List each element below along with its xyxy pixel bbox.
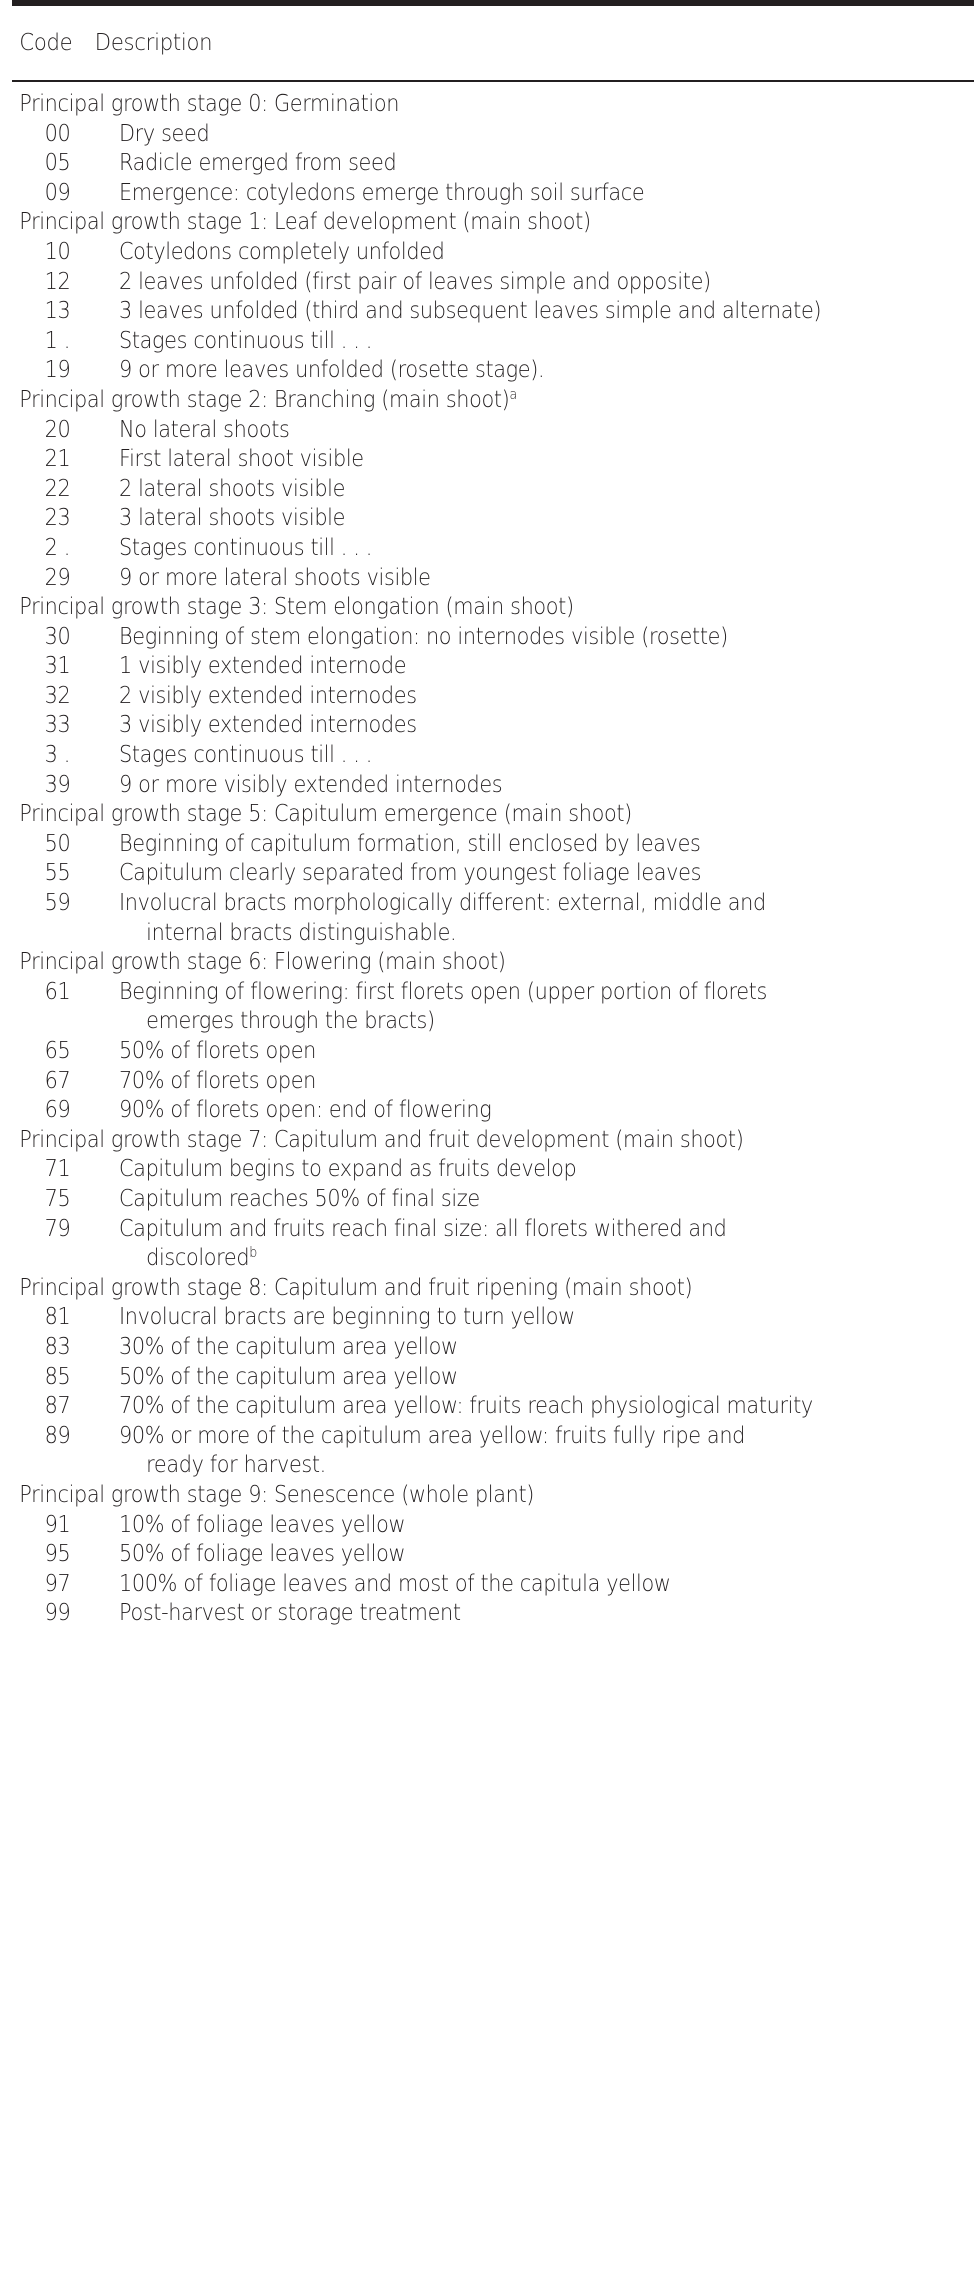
stage-description <box>119 1303 575 1333</box>
table-row <box>12 356 974 386</box>
description-line: 1 visibly extended internode <box>119 653 407 680</box>
table-row <box>12 682 974 712</box>
table-row <box>12 564 974 594</box>
table-row <box>12 1392 974 1422</box>
description-line: Stages continuous till . . . <box>119 327 373 354</box>
table-row <box>12 475 974 505</box>
stage-code: 39 <box>44 771 71 798</box>
table-row <box>12 711 974 741</box>
stage-code: 69 <box>44 1097 71 1124</box>
description-line: 50% of the capitulum area yellow <box>119 1363 458 1390</box>
stage-description <box>119 1067 316 1097</box>
description-line: Beginning of flowering: first florets open (upper portion of florets <box>119 978 767 1005</box>
table-row <box>12 623 974 653</box>
table-row <box>12 1570 974 1600</box>
table-row <box>12 1422 974 1481</box>
description-continuation <box>119 919 766 949</box>
growth-stage-table <box>12 0 974 1629</box>
stage-title: Principal growth stage 6: Flowering (main shoot) <box>19 949 506 976</box>
table-row <box>12 1363 974 1393</box>
table-row <box>12 179 974 209</box>
table-row <box>12 534 974 564</box>
table-row <box>12 504 974 534</box>
stage-code: 19 <box>44 357 71 384</box>
stage-code: 55 <box>44 860 71 887</box>
stage-description <box>119 356 544 386</box>
column-header-code: Code <box>19 30 73 56</box>
stage-code: 67 <box>44 1067 71 1094</box>
stage-description <box>119 149 396 179</box>
stage-title: Principal growth stage 1: Leaf development (main shoot) <box>19 209 591 236</box>
stage-description <box>119 682 417 712</box>
stage-description <box>119 1363 458 1393</box>
stage-description <box>119 534 372 564</box>
stage-description <box>119 297 821 327</box>
stage-description <box>119 475 345 505</box>
stage-description <box>119 564 431 594</box>
stage-code: 23 <box>44 505 71 532</box>
stage-description <box>119 1570 671 1600</box>
table-row <box>12 1096 974 1126</box>
stage-heading <box>12 386 883 416</box>
stage-title: Principal growth stage 9: Senescence (whole plant) <box>19 1481 535 1508</box>
stage-description <box>119 623 728 653</box>
stage-description <box>119 179 644 209</box>
description-line: Beginning of capitulum formation, still enclosed by leaves <box>119 830 701 857</box>
stage-code: 00 <box>44 120 71 147</box>
stage-description <box>119 1511 405 1541</box>
table-row <box>12 1599 974 1629</box>
description-line: Involucral bracts are beginning to turn yellow <box>119 1304 575 1331</box>
table-row <box>12 830 974 860</box>
stage-description <box>119 830 701 860</box>
table-row <box>12 1155 974 1185</box>
stage-description <box>119 1392 813 1422</box>
stage-code: 71 <box>44 1156 71 1183</box>
stage-description <box>119 268 711 298</box>
table-row <box>12 238 974 268</box>
description-line: 9 or more lateral shoots visible <box>119 564 431 591</box>
stage-code: 81 <box>44 1304 71 1331</box>
description-line: 50% of florets open <box>119 1038 317 1064</box>
description-line: Capitulum reaches 50% of final size <box>119 1185 480 1212</box>
table-row <box>12 978 974 1037</box>
stage-code: 65 <box>44 1038 71 1064</box>
description-line: Stages continuous till . . . <box>119 742 373 769</box>
stage-title: Principal growth stage 5: Capitulum emergence (main shoot) <box>19 801 632 828</box>
stage-description <box>119 889 766 948</box>
description-line: Beginning of stem elongation: no internodes visible (rosette) <box>119 623 728 650</box>
stage-code: 32 <box>44 682 71 709</box>
table-row <box>12 1303 974 1333</box>
description-line: Emergence: cotyledons emerge through soil surface <box>119 179 645 206</box>
stage-code: 2 . <box>44 534 70 561</box>
table-row <box>12 859 974 889</box>
continuation-text: emerges through the bracts) <box>146 1008 435 1035</box>
stage-description <box>119 1096 491 1126</box>
stage-code: 95 <box>44 1541 71 1568</box>
stage-description <box>119 978 767 1037</box>
stage-heading <box>12 800 883 830</box>
description-line: 2 visibly extended internodes <box>119 682 417 709</box>
table-row <box>12 445 974 475</box>
table-row <box>12 1511 974 1541</box>
stage-description <box>119 741 372 771</box>
description-line: Capitulum clearly separated from youngest foliage leaves <box>119 860 702 887</box>
stage-code: 20 <box>44 416 71 443</box>
continuation-text: ready for harvest. <box>146 1452 326 1479</box>
stage-description <box>119 711 417 741</box>
stage-description <box>119 416 290 446</box>
stage-code: 13 <box>44 298 71 325</box>
stage-description <box>119 1185 480 1215</box>
table-row <box>12 297 974 327</box>
stage-code: 50 <box>44 830 71 857</box>
stage-code: 29 <box>44 564 71 591</box>
stage-heading <box>12 90 883 120</box>
stage-title: Principal growth stage 3: Stem elongation (main shoot) <box>19 594 574 621</box>
stage-code: 87 <box>44 1393 71 1420</box>
stage-description <box>119 238 444 268</box>
table-row <box>12 1185 974 1215</box>
stage-code: 12 <box>44 268 71 295</box>
stage-code: 3 . <box>44 742 70 769</box>
stage-title: Principal growth stage 8: Capitulum and fruit ripening (main shoot) <box>19 1274 693 1301</box>
continuation-text: discolored <box>146 1245 250 1272</box>
table-row <box>12 771 974 801</box>
stage-description <box>119 1599 461 1629</box>
table-row <box>12 1037 974 1067</box>
table-row <box>12 327 974 357</box>
description-line: 30% of the capitulum area yellow <box>119 1333 458 1360</box>
description-line: 9 or more leaves unfolded (rosette stage). <box>119 357 545 384</box>
description-line: 90% or more of the capitulum area yellow: fruits fully ripe and <box>119 1422 746 1449</box>
description-line: 2 leaves unfolded (first pair of leaves simple and opposite) <box>119 268 711 295</box>
stage-title: Principal growth stage 7: Capitulum and fruit development (main shoot) <box>19 1126 744 1153</box>
stage-code: 61 <box>44 978 71 1005</box>
description-line: 70% of the capitulum area yellow: fruits reach physiological maturity <box>119 1393 813 1420</box>
table-body <box>12 82 974 1629</box>
description-line: No lateral shoots <box>119 416 290 443</box>
stage-description <box>119 859 701 889</box>
description-line: Capitulum begins to expand as fruits develop <box>119 1156 577 1183</box>
footnote-marker: b <box>249 1245 257 1262</box>
stage-code: 10 <box>44 238 71 265</box>
stage-code: 99 <box>44 1600 71 1627</box>
stage-code: 91 <box>44 1511 71 1538</box>
description-line: 50% of foliage leaves yellow <box>119 1541 406 1568</box>
stage-description <box>119 1422 745 1481</box>
table-row <box>12 1540 974 1570</box>
stage-description <box>119 1037 316 1067</box>
continuation-text: internal bracts distinguishable. <box>146 919 457 946</box>
stage-description <box>119 1540 405 1570</box>
stage-code: 05 <box>44 150 71 177</box>
stage-code: 31 <box>44 653 71 680</box>
stage-code: 30 <box>44 623 71 650</box>
stage-code: 22 <box>44 475 71 502</box>
description-line: Post-harvest or storage treatment <box>119 1600 461 1627</box>
stage-heading <box>12 208 883 238</box>
description-line: Stages continuous till . . . <box>119 534 373 561</box>
stage-code: 97 <box>44 1570 71 1597</box>
stage-description <box>119 1155 576 1185</box>
footnote-marker: a <box>509 386 517 403</box>
stage-description <box>119 652 406 682</box>
stage-heading <box>12 1126 883 1156</box>
description-line: 3 lateral shoots visible <box>119 505 346 532</box>
stage-description <box>119 1215 727 1274</box>
description-line: 9 or more visibly extended internodes <box>119 771 503 798</box>
description-line: 10% of foliage leaves yellow <box>119 1511 406 1538</box>
description-line: Cotyledons completely unfolded <box>119 238 445 265</box>
table-row <box>12 652 974 682</box>
description-line: First lateral shoot visible <box>119 446 364 473</box>
stage-code: 09 <box>44 179 71 206</box>
stage-code: 1 . <box>44 327 70 354</box>
stage-code: 83 <box>44 1333 71 1360</box>
stage-description <box>119 327 372 357</box>
table-row <box>12 1215 974 1274</box>
stage-heading <box>12 1274 883 1304</box>
stage-code: 59 <box>44 890 71 917</box>
stage-code: 85 <box>44 1363 71 1390</box>
column-header-description: Description <box>94 30 213 56</box>
table-row <box>12 416 974 446</box>
stage-code: 21 <box>44 446 71 473</box>
table-row <box>12 1067 974 1097</box>
stage-description <box>119 445 364 475</box>
description-line: 70% of florets open <box>119 1067 317 1094</box>
description-continuation <box>119 1244 727 1274</box>
table-row <box>12 889 974 948</box>
description-line: Radicle emerged from seed <box>119 150 397 177</box>
description-line: 3 visibly extended internodes <box>119 712 417 739</box>
stage-heading <box>12 1481 883 1511</box>
stage-title: Principal growth stage 2: Branching (main shoot) <box>19 386 510 413</box>
stage-heading <box>12 948 883 978</box>
stage-description <box>119 504 345 534</box>
table-row <box>12 268 974 298</box>
stage-heading <box>12 593 883 623</box>
stage-code: 33 <box>44 712 71 739</box>
description-line: Capitulum and fruits reach final size: all florets withered and <box>119 1215 727 1242</box>
description-line: 90% of florets open: end of flowering <box>119 1097 492 1124</box>
table-row <box>12 1333 974 1363</box>
description-line: Involucral bracts morphologically different: external, middle and <box>119 890 766 917</box>
table-row <box>12 120 974 150</box>
stage-code: 75 <box>44 1185 71 1212</box>
table-header <box>12 6 897 80</box>
table-row <box>12 741 974 771</box>
stage-description <box>119 771 502 801</box>
stage-code: 79 <box>44 1215 71 1242</box>
stage-code: 89 <box>44 1422 71 1449</box>
description-continuation <box>119 1007 767 1037</box>
stage-description <box>119 1333 458 1363</box>
description-line: 2 lateral shoots visible <box>119 475 346 502</box>
description-continuation <box>119 1451 745 1481</box>
stage-title: Principal growth stage 0: Germination <box>19 91 400 117</box>
stage-description <box>119 120 209 150</box>
description-line: Dry seed <box>119 120 210 147</box>
table-row <box>12 149 974 179</box>
description-line: 3 leaves unfolded (third and subsequent leaves simple and alternate) <box>119 298 822 325</box>
description-line: 100% of foliage leaves and most of the capitula yellow <box>119 1570 671 1597</box>
